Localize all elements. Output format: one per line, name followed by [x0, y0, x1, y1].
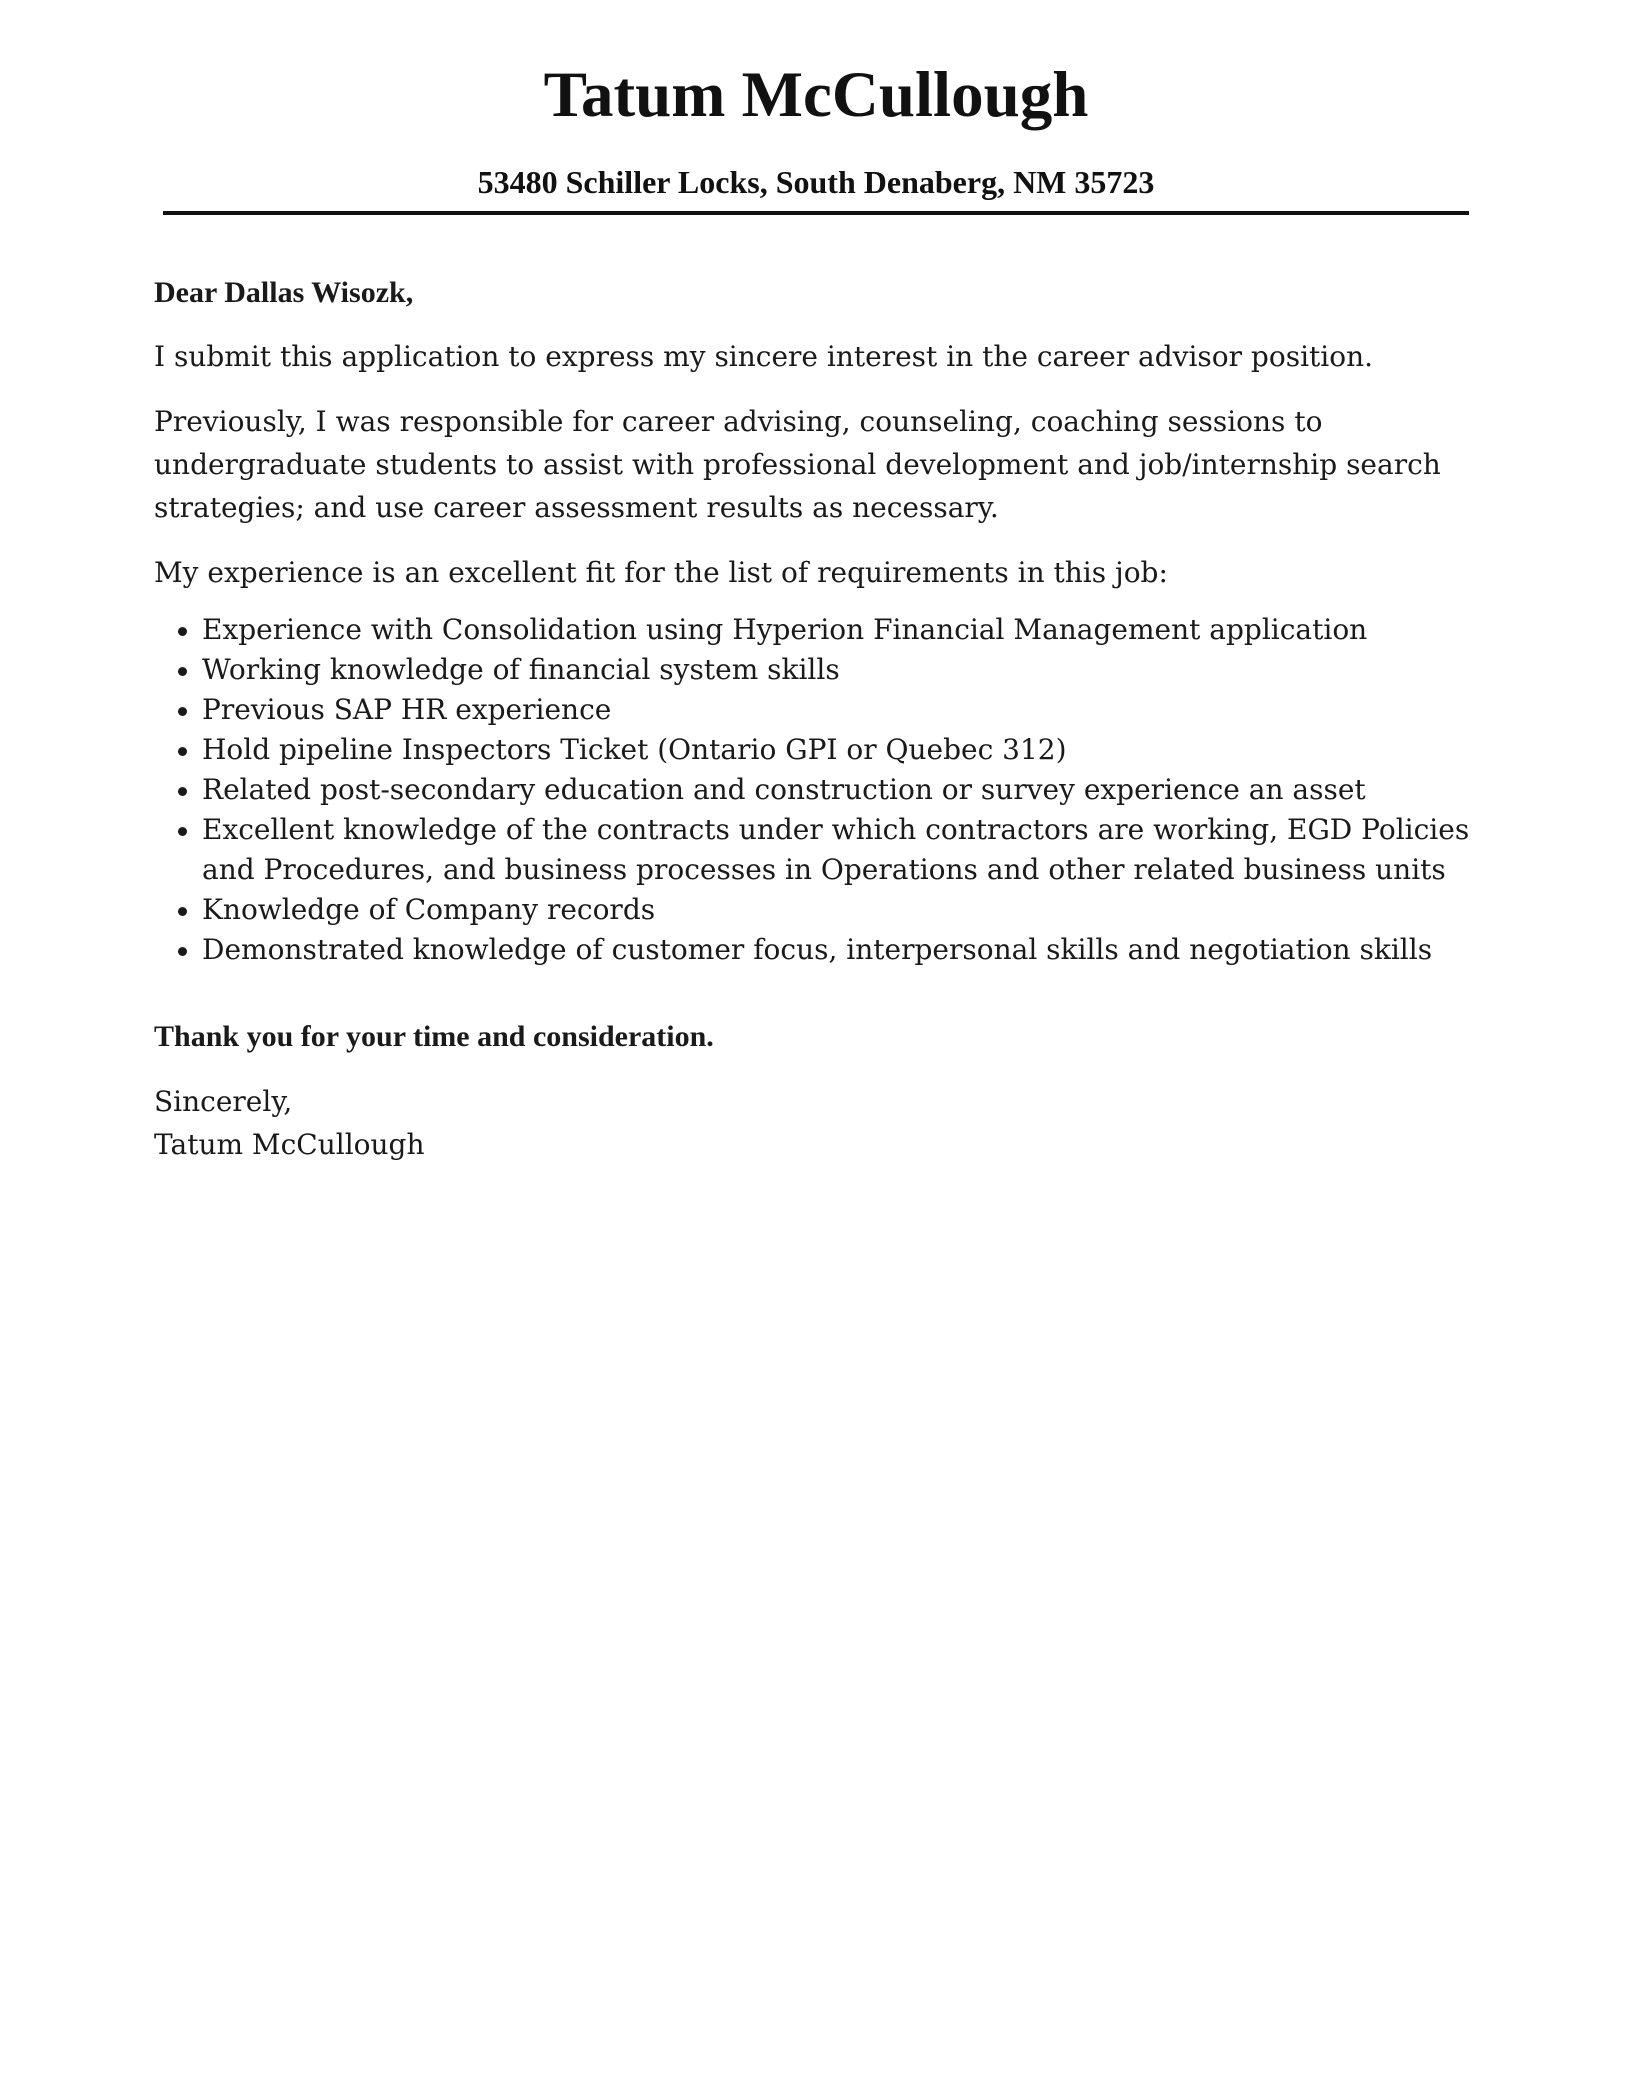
requirement-text: Hold pipeline Inspectors Ticket (Ontario GPI or Quebec 312) [202, 733, 1067, 766]
bullet-icon [178, 627, 187, 636]
requirement-text: Working knowledge of financial system skills [202, 653, 840, 686]
list-item [202, 610, 1474, 650]
list-item [202, 690, 1474, 730]
header-divider [163, 211, 1469, 215]
thanks-line: Thank you for your time and consideration. [154, 1020, 714, 1053]
applicant-name: Tatum McCullough [543, 59, 1089, 131]
bullet-icon [178, 907, 187, 916]
requirement-text: Experience with Consolidation using Hyperion Financial Management application [202, 613, 1368, 646]
list-item [202, 930, 1474, 970]
requirement-text: Knowledge of Company records [202, 893, 656, 926]
letter-body [154, 272, 1474, 1166]
bullet-icon [178, 827, 187, 836]
bullet-icon [178, 667, 187, 676]
sign-off: Sincerely, [154, 1085, 293, 1118]
requirement-text: Related post-secondary education and construction or survey experience an asset [202, 773, 1366, 806]
requirement-text: Demonstrated knowledge of customer focus, interpersonal skills and negotiation skills [202, 933, 1433, 966]
requirement-text: Excellent knowledge of the contracts under which contractors are working, EGD Policies and Procedures, and business processes in Operations and other related business units [202, 813, 1470, 886]
list-item [202, 810, 1474, 890]
fit-statement: My experience is an excellent fit for the list of requirements in this job: [154, 556, 1168, 589]
bullet-icon [178, 707, 187, 716]
letter-header [163, 55, 1469, 202]
applicant-address: 53480 Schiller Locks, South Denaberg, NM 35723 [477, 164, 1155, 200]
bullet-icon [178, 787, 187, 796]
list-item [202, 650, 1474, 690]
salutation: Dear Dallas Wisozk, [154, 276, 414, 309]
list-item [202, 890, 1474, 930]
requirement-text: Previous SAP HR experience [202, 693, 612, 726]
bullet-icon [178, 747, 187, 756]
bullet-icon [178, 947, 187, 956]
signature-name: Tatum McCullough [154, 1128, 425, 1161]
list-item [202, 730, 1474, 770]
intro-paragraph: I submit this application to express my sincere interest in the career advisor position. [154, 340, 1374, 373]
experience-paragraph: Previously, I was responsible for career advising, counseling, coaching sessions to undergraduate students to assist with professional development and job/internship search strategies; and use career assessment results as necessary. [154, 405, 1441, 524]
list-item [202, 770, 1474, 810]
requirements-list [154, 610, 1474, 970]
